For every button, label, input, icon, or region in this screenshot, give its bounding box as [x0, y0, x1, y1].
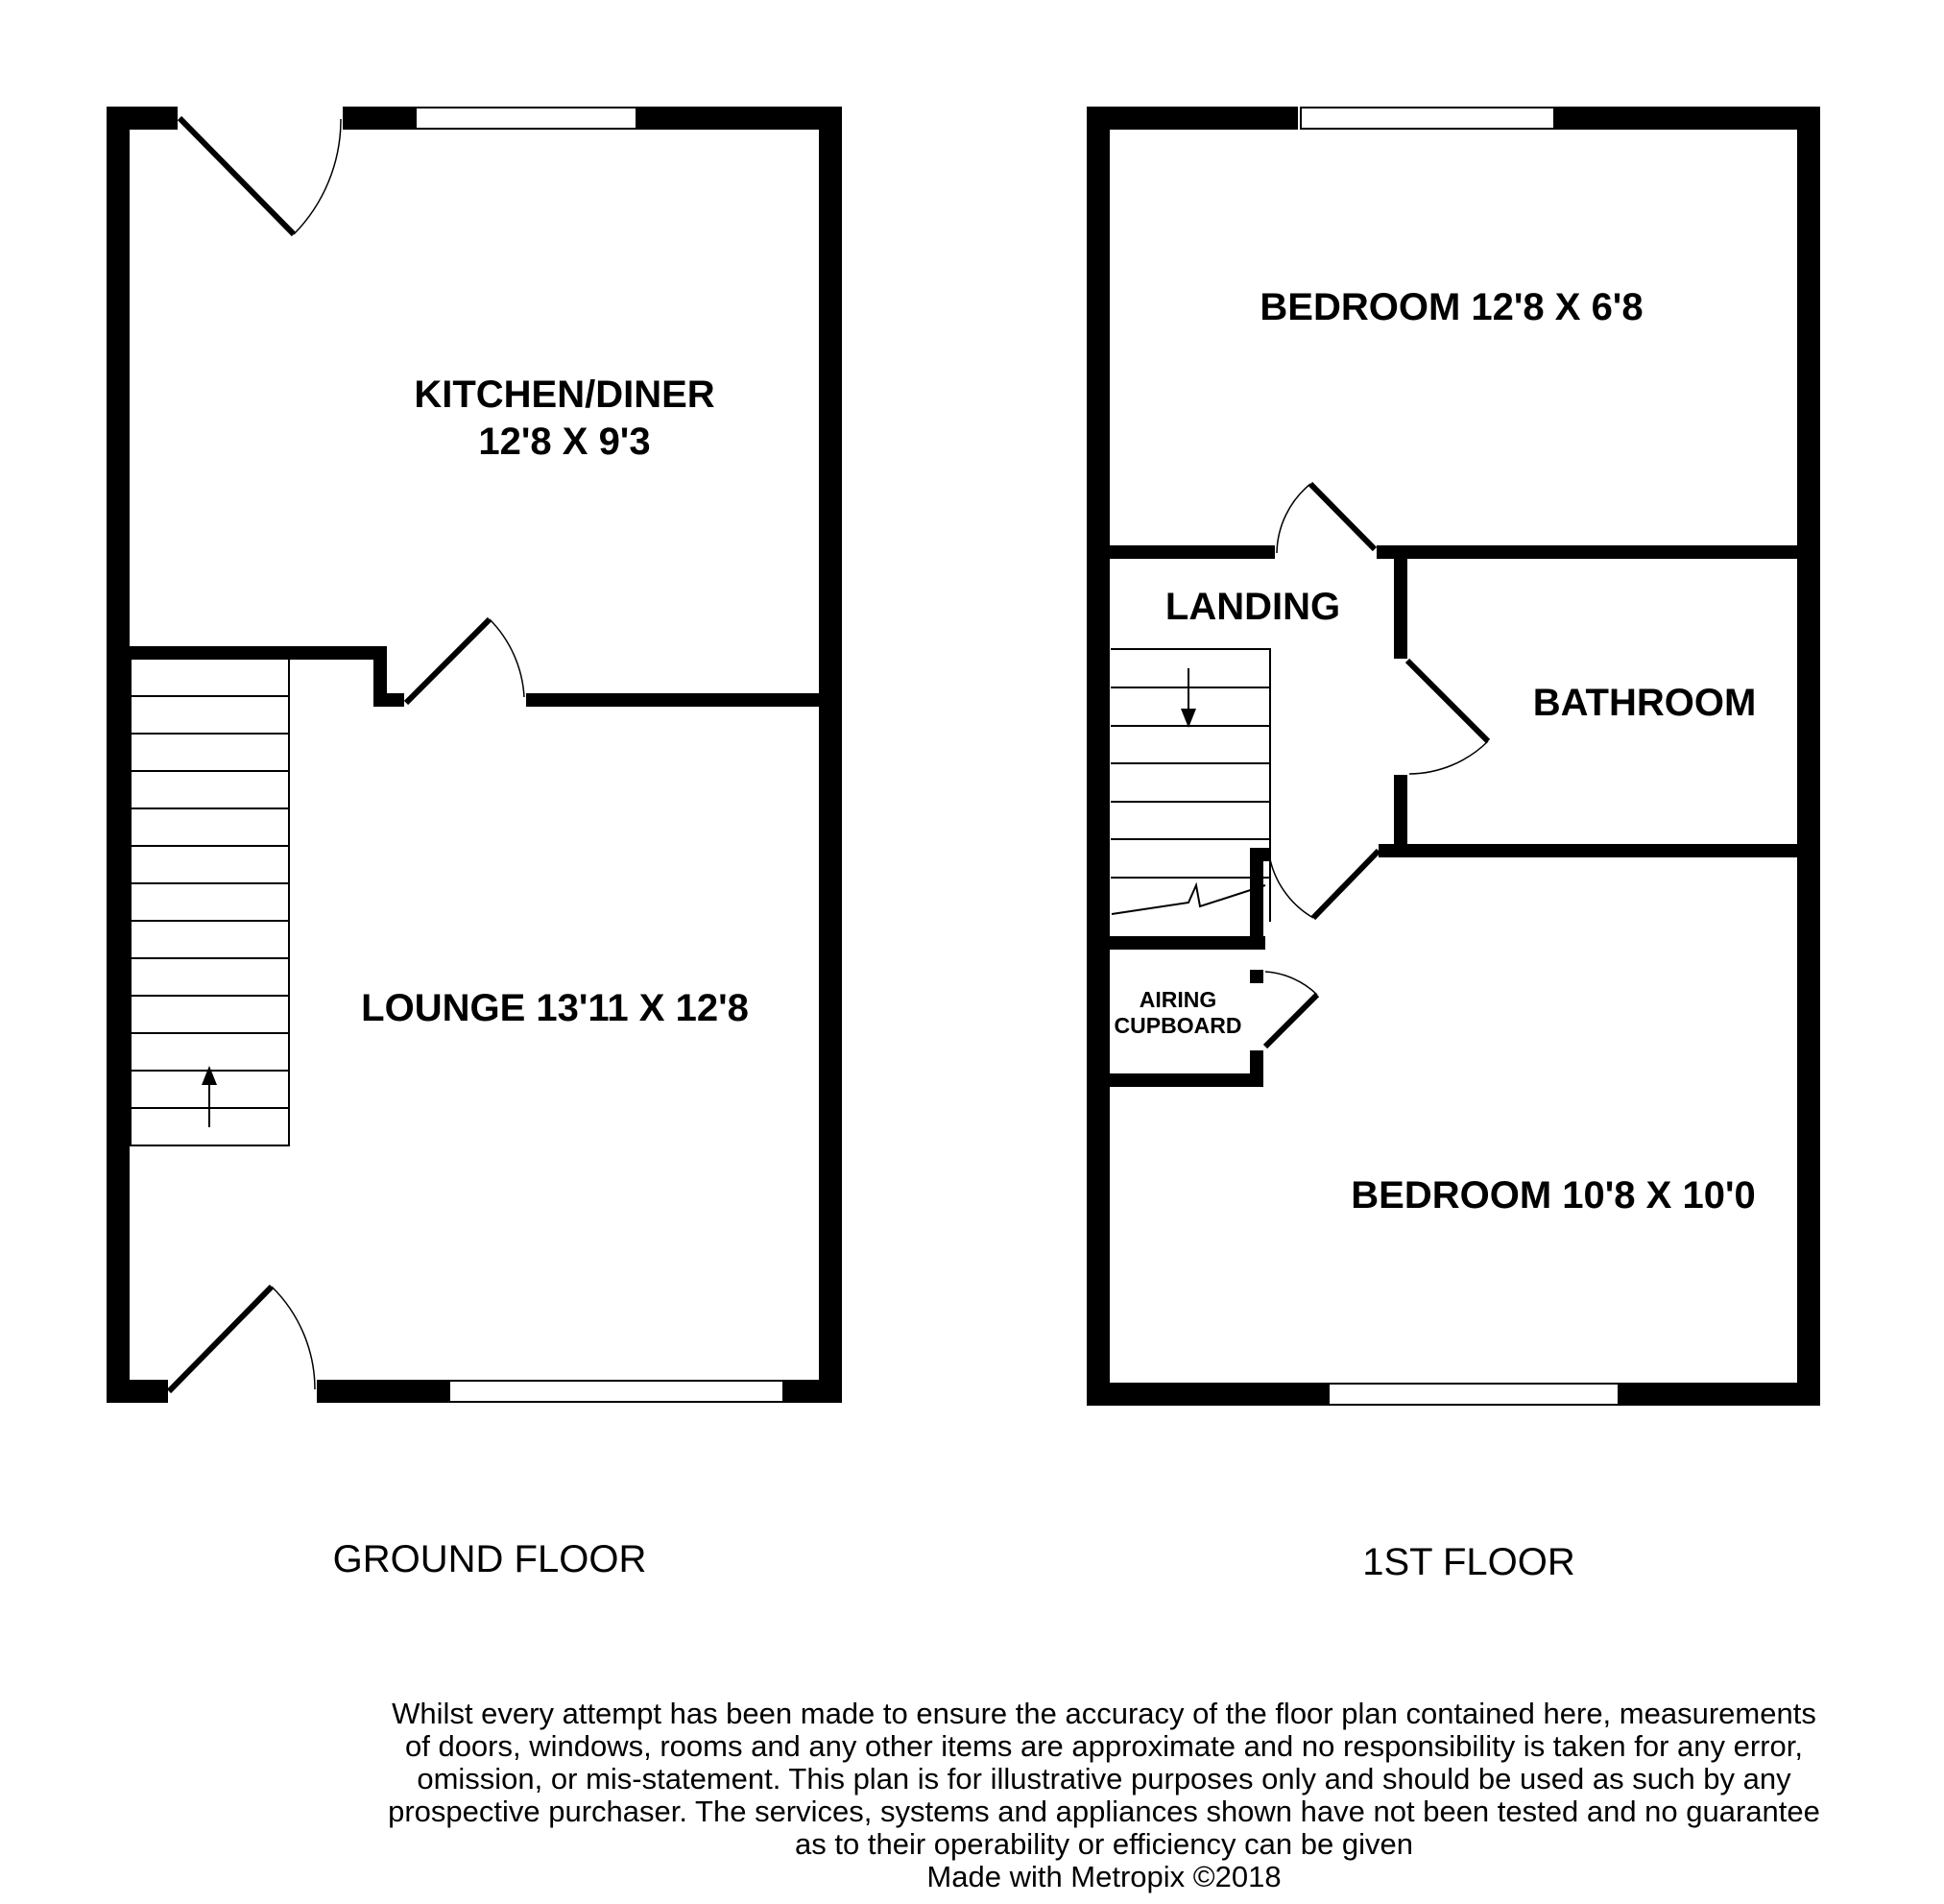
kitchen-label-line1: KITCHEN/DINER — [414, 374, 715, 416]
kitchen-lounge-door — [406, 619, 524, 703]
bathroom-label: BATHROOM — [1532, 682, 1757, 724]
kitchen-back-door — [180, 118, 341, 234]
bedroom-top-label: BEDROOM 12'8 X 6'8 — [1260, 286, 1644, 328]
kitchen-label-line2: 12'8 X 9'3 — [478, 421, 651, 463]
stairs-down-arrow — [1181, 668, 1196, 728]
bedroom-top-door — [1277, 484, 1375, 553]
lounge-label: LOUNGE 13'11 X 12'8 — [361, 987, 749, 1029]
disclaimer-line: as to their operability or efficiency can be given — [795, 1827, 1413, 1861]
bedroom-bottom-door — [1269, 851, 1379, 918]
bedroom-bottom-label: BEDROOM 10'8 X 10'0 — [1351, 1174, 1756, 1217]
bedroom-bottom-window — [1329, 1384, 1619, 1405]
disclaimer-line: of doors, windows, rooms and any other items are approximate and no responsibility is taken for any error, — [404, 1729, 1803, 1763]
bathroom-door — [1407, 661, 1488, 774]
ground-floor-title: GROUND FLOOR — [332, 1538, 647, 1580]
disclaimer-line: prospective purchaser. The services, systems and appliances shown have not been tested and no guarantee — [388, 1795, 1820, 1828]
stairs-cut-line — [1112, 885, 1265, 914]
front-door — [169, 1287, 315, 1391]
disclaimer-text — [365, 1698, 1843, 1893]
lounge-window — [449, 1381, 783, 1402]
stairs-up-arrow — [202, 1066, 217, 1127]
first-floor-plan — [1087, 107, 1820, 1583]
ground-floor-walls — [107, 107, 842, 1403]
kitchen-window — [416, 108, 636, 129]
landing-label: LANDING — [1164, 586, 1341, 628]
disclaimer-line: Whilst every attempt has been made to ensure the accuracy of the floor plan contained here, measurements — [392, 1697, 1816, 1730]
airing-cupboard-door — [1265, 972, 1317, 1047]
first-floor-staircase — [1111, 649, 1270, 922]
bedroom-top-window — [1301, 108, 1554, 129]
first-floor-title: 1ST FLOOR — [1362, 1541, 1575, 1583]
metropix-credit: Made with Metropix ©2018 — [926, 1860, 1282, 1893]
airing-cupboard-label-line1: AIRING — [1139, 987, 1217, 1012]
airing-cupboard-label-line2: CUPBOARD — [1114, 1013, 1242, 1038]
disclaimer-line: omission, or mis-statement. This plan is for illustrative purposes only and should be used as such by any — [417, 1762, 1791, 1796]
ground-floor-plan — [107, 107, 842, 1580]
